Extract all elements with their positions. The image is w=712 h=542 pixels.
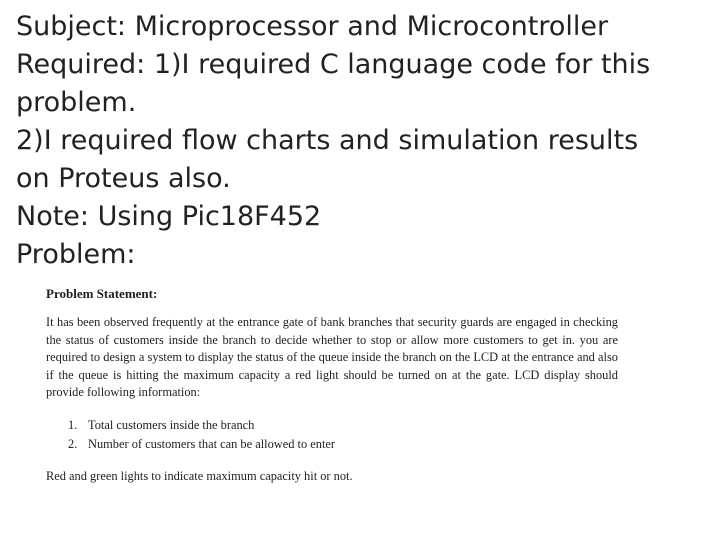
required-line-1: Required: 1)I required C language code for this [16,49,651,80]
list-item-number: 2. [68,436,78,451]
list-item-text: Number of customers that can be allowed to enter [88,436,336,451]
required-line-1-cont: problem. [16,87,137,118]
list-item [68,435,618,454]
required-line-2: 2)I required flow charts and simulation results [16,125,639,156]
list-item-text: Total customers inside the branch [88,417,255,432]
required-line-2-cont: on Proteus also. [16,163,231,194]
list-item-number: 1. [68,417,78,432]
problem-label: Problem: [16,239,136,270]
list-item [68,416,618,435]
requirements-list [46,416,618,454]
note-line: Note: Using Pic18F452 [16,201,322,232]
question-text [16,8,706,274]
problem-statement-footer: Red and green lights to indicate maximum capacity hit or not. [46,468,353,483]
problem-statement-image [0,272,712,542]
problem-statement-heading: Problem Statement: [46,286,158,301]
subject-line: Subject: Microprocessor and Microcontroller [16,11,609,42]
cropped-text-remnant [64,268,154,271]
problem-statement-body: It has been observed frequently at the entrance gate of bank branches that security guards are engaged in checking the status of customers inside the branch to decide whether to stop or allow more customers to get in. you are required to design a system to display the status of the queue inside the branch on the LCD at the entrance and also if the queue is hitting the maximum capacity a red light should be turned on at the gate. LCD display should provide following information: [46,315,618,400]
